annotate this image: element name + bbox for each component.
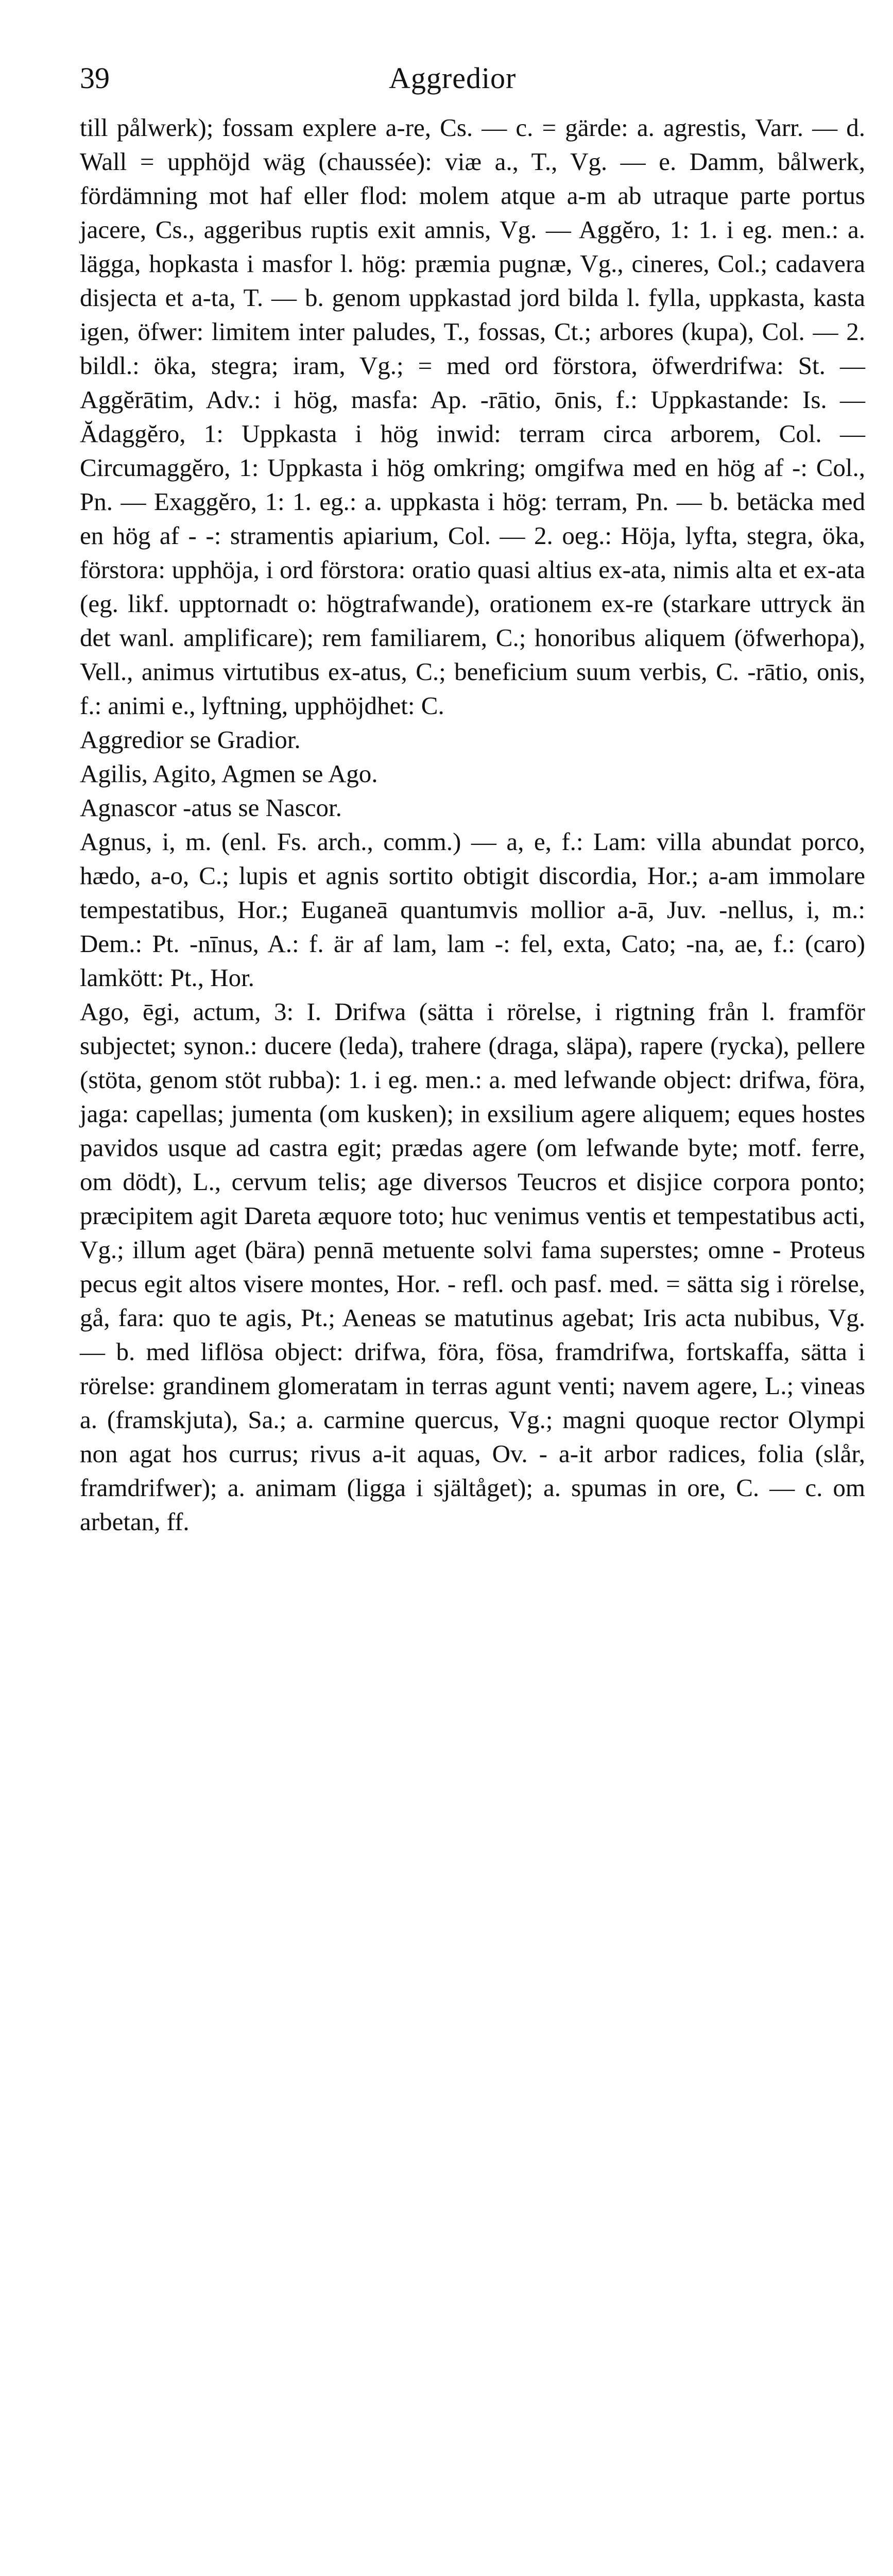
entry-continuation-agger: till pålwerk); fossam explere a-re, Cs. — c. = gärde: a. agrestis, Varr. — d. Wall = upphöjd wäg (chaussée): viæ a., T., Vg. — e. Damm, bålwerk, fördämning mot haf eller flod: molem atque a-m ab utraque parte portus jacere, Cs., aggeribus ruptis exit amnis, Vg. — Aggĕro, 1: 1. i eg. men.: a. lägga, hopkasta i masfor l. hög: præmia pugnæ, Vg., cineres, Col.; cadavera disjecta et a-ta, T. — b. genom uppkastad jord bilda l. fylla, uppkasta, kasta igen, öfwer: limitem inter paludes, T., fossas, Ct.; arbores (kupa), Col. — 2. bildl.: öka, stegra; iram, Vg.; = med ord förstora, öfwerdrifwa: St. — Aggĕrātim, Adv.: i hög, masfa: Ap. -rātio, ōnis, f.: Uppkastande: Is. — Ădaggĕro, 1: Uppkasta i hög inwid: terram circa arborem, Col. — Circumaggĕro, 1: Uppkasta i hög omkring; omgifwa med en hög af -: Col., Pn. — Exaggĕro, 1: 1. eg.: a. uppkasta i hög: terram, Pn. — b. betäcka med en hög af - -: stramentis apiarium, Col. — 2. oeg.: Höja, lyfta, stegra, öka, förstora: upphöja, i ord förstora: oratio quasi altius ex-ata, nimis alta et ex-ata (eg. likf. upptornadt o: högtrafwande), orationem ex-re (starkare uttryck än det wanl. amplificare); rem familiarem, C.; honoribus aliquem (öfwerhopa), Vell., animus virtutibus ex-atus, C.; beneficium suum verbis, C. -rātio, onis, f.: animi e., lyftning, upphöjdhet: C. xyxy=(80,113,865,720)
running-headword: Aggredior xyxy=(389,61,517,95)
entry-cross-reference-aggredior: Aggredior se Gradior. xyxy=(80,725,301,754)
entry-agnus: Agnus, i, m. (enl. Fs. arch., comm.) — a, e, f.: Lam: villa abundat porco, hædo, a-o, C.; lupis et agnis sortito obtigit discordia, Hor.; a-am immolare tempestatibus, Hor.; Euganeā quantumvis mollior a-ā, Juv. -nellus, i, m.: Dem.: Pt. -nīnus, A.: f. är af lam, lam -: fel, exta, Cato; -na, ae, f.: (caro) lamkött: Pt., Hor. xyxy=(80,827,865,992)
dictionary-page xyxy=(80,0,868,2576)
entry-ago: Ago, ēgi, actum, 3: I. Drifwa (sätta i rörelse, i rigtning från l. framför subjectet; synon.: ducere (leda), trahere (draga, släpa), rapere (rycka), pellere (stöta, genom stöt rubba): 1. i eg. men.: a. med lefwande object: drifwa, föra, jaga: capellas; jumenta (om kusken); in exsilium agere aliquem; eques hostes pavidos usque ad castra egit; prædas agere (om lefwande byte; motf. ferre, om dödt), L., cervum telis; age diversos Teucros et disjice corpora ponto; præcipitem agit Dareta æquore toto; huc venimus ventis et tempestatibus acti, Vg.; illum aget (bära) pennā metuente solvi fama superstes; omne - Proteus pecus egit altos visere montes, Hor. - refl. och pasf. med. = sätta sig i rörelse, gå, fara: quo te agis, Pt.; Aeneas se matutinus agebat; Iris acta nubibus, Vg. — b. med liflösa object: drifwa, föra, fösa, framdrifwa, fortskaffa, sätta i rörelse: grandinem glomeratam in terras agunt venti; navem agere, L.; vineas a. (framskjuta), Sa.; a. carmine quercus, Vg.; magni quoque rector Olympi non agat hos currus; rivus a-it aquas, Ov. - a-it arbor radices, folia (slår, framdrifwer); a. animam (ligga i själtåget); a. spumas in ore, C. — c. om arbetan, ff. xyxy=(80,997,865,1536)
entry-cross-reference-agilis: Agilis, Agito, Agmen se Ago. xyxy=(80,759,378,788)
running-head xyxy=(80,0,868,98)
page-number: 39 xyxy=(80,61,110,95)
entry-cross-reference-agnascor: Agnascor -atus se Nascor. xyxy=(80,793,342,822)
dictionary-column xyxy=(80,111,865,1539)
